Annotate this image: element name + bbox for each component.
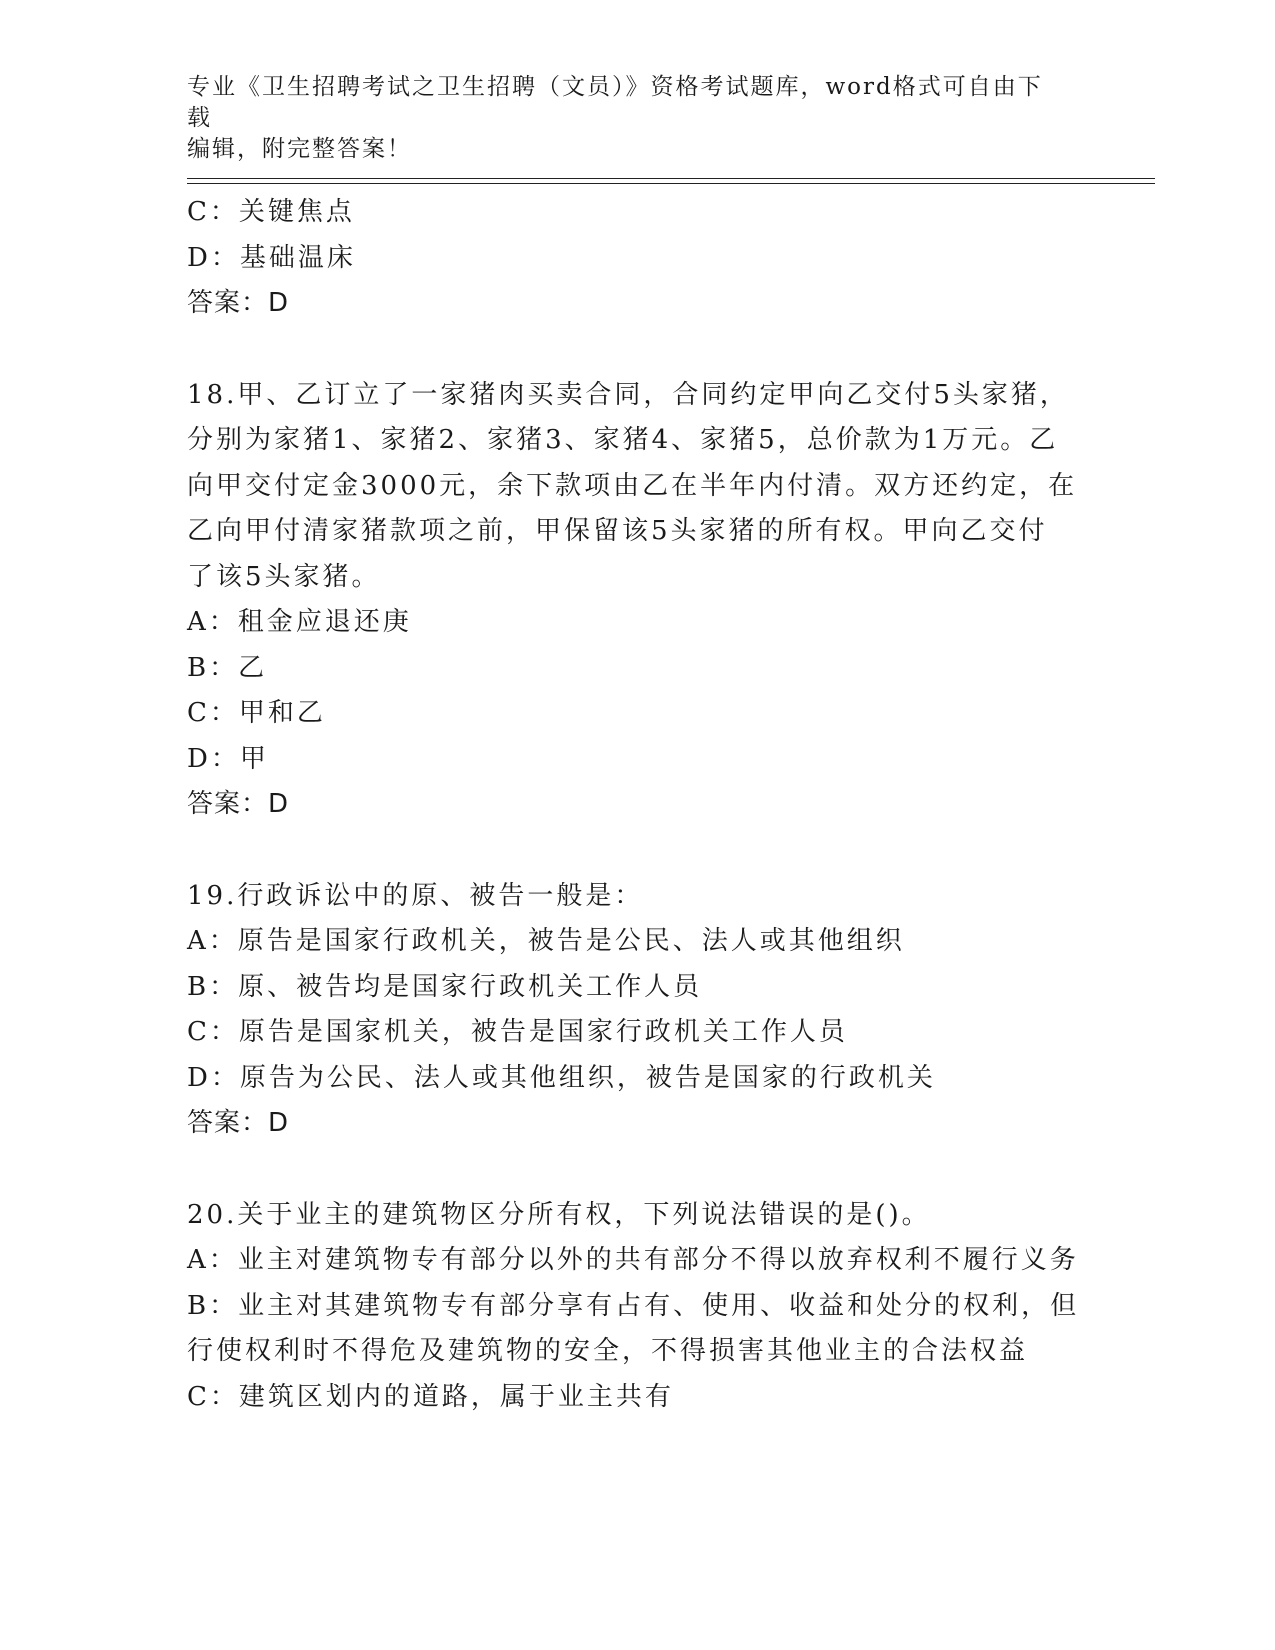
- header-divider-bottom: [187, 183, 1155, 184]
- question-stem: 20.关于业主的建筑物区分所有权，下列说法错误的是()。: [187, 1199, 931, 1230]
- option-b-continued: 行使权利时不得危及建筑物的安全，不得损害其他业主的合法权益: [187, 1336, 1029, 1366]
- question-stem-line: 了该5头家猪。: [187, 561, 381, 592]
- header-divider-top: [187, 178, 1155, 179]
- document-header: [187, 72, 1067, 165]
- question-20: [187, 1193, 1087, 1421]
- option-a: A：业主对建筑物专有部分以外的共有部分不得以放弃权利不履行义务: [187, 1245, 1079, 1275]
- question-17-tail: [187, 190, 1087, 327]
- question-stem-line: 向甲交付定金3000元，余下款项由乙在半年内付清。双方还约定，在: [187, 470, 1078, 501]
- question-stem: 19.行政诉讼中的原、被告一般是：: [187, 880, 644, 911]
- header-line-1: 专业《卫生招聘考试之卫生招聘（文员）》资格考试题库，word格式可自由下载: [187, 74, 1043, 131]
- spacer: [187, 828, 1087, 874]
- answer: 答案：D: [187, 288, 290, 318]
- question-stem-line: 18.甲、乙订立了一家猪肉买卖合同，合同约定甲向乙交付5头家猪，: [187, 379, 1069, 410]
- option-c: C：建筑区划内的道路，属于业主共有: [187, 1381, 674, 1412]
- option-a: A：原告是国家行政机关，被告是公民、法人或其他组织: [187, 926, 905, 956]
- option-d: D：基础温床: [187, 242, 356, 273]
- option-c: C：关键焦点: [187, 197, 355, 227]
- question-18: [187, 373, 1087, 828]
- spacer: [187, 1147, 1087, 1193]
- option-c: C：甲和乙: [187, 698, 326, 728]
- answer: 答案：D: [187, 1108, 290, 1138]
- question-content: [187, 190, 1087, 1420]
- option-b: B：原、被告均是国家行政机关工作人员: [187, 971, 703, 1002]
- question-stem-line: 分别为家猪1、家猪2、家猪3、家猪4、家猪5，总价款为1万元。乙: [187, 425, 1059, 455]
- question-19: [187, 874, 1087, 1147]
- option-d: D：甲: [187, 743, 269, 774]
- option-a: A：租金应退还庚: [187, 607, 412, 637]
- option-d: D：原告为公民、法人或其他组织，被告是国家的行政机关: [187, 1062, 936, 1093]
- question-stem-line: 乙向甲付清家猪款项之前，甲保留该5头家猪的所有权。甲向乙交付: [187, 516, 1048, 546]
- option-c: C：原告是国家机关，被告是国家行政机关工作人员: [187, 1017, 848, 1047]
- answer: 答案：D: [187, 789, 290, 819]
- option-b: B：乙: [187, 652, 268, 683]
- option-b: B：业主对其建筑物专有部分享有占有、使用、收益和处分的权利，但: [187, 1290, 1080, 1321]
- header-line-2: 编辑，附完整答案！: [187, 136, 412, 162]
- spacer: [187, 327, 1087, 373]
